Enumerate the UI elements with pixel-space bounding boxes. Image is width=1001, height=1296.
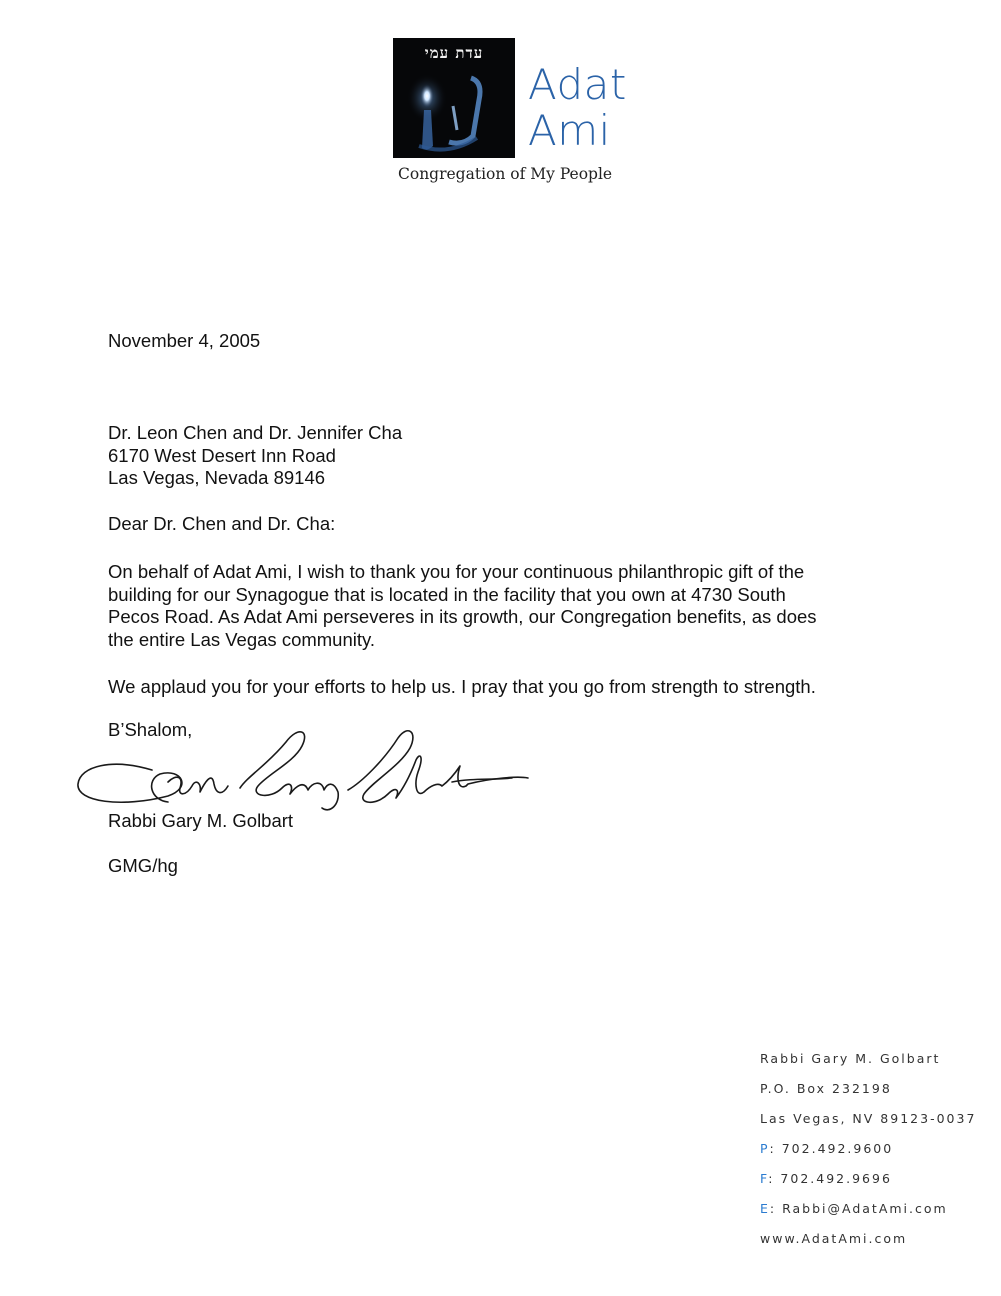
address-line: 6170 West Desert Inn Road [108, 444, 336, 466]
salutation: Dear Dr. Chen and Dr. Cha: [108, 513, 336, 534]
paragraph-line: On behalf of Adat Ami, I wish to thank you for your continuous philanthropic gift of the [108, 561, 805, 582]
brand-name-line-2: Ami [528, 106, 611, 155]
contact-website: www.AdatAmi.com [760, 1231, 908, 1246]
paragraph-line: building for our Synagogue that is located in the facility that you own at 4730 South [108, 583, 786, 605]
hebrew-logo-text: עדת עמי [424, 44, 484, 62]
phone-prefix: P [760, 1141, 770, 1156]
address-line: Dr. Leon Chen and Dr. Jennifer Cha [108, 422, 403, 443]
recipient-address [108, 422, 402, 490]
contact-city: Las Vegas, NV 89123-0037 [760, 1111, 977, 1126]
brand-name-line-1: Adat [528, 60, 627, 109]
contact-phone [760, 1139, 976, 1169]
contact-name: Rabbi Gary M. Golbart [760, 1051, 941, 1066]
contact-block [760, 1049, 976, 1259]
handwritten-signature [72, 724, 532, 819]
body-paragraph-2: We applaud you for your efforts to help us. I pray that you go from strength to strength. [108, 676, 816, 697]
paragraph-line: the entire Las Vegas community. [108, 628, 376, 650]
contact-email [760, 1199, 976, 1229]
contact-fax [760, 1169, 976, 1199]
fax-number: : 702.492.9696 [768, 1171, 892, 1186]
email-prefix: E [760, 1201, 770, 1216]
contact-po-box: P.O. Box 232198 [760, 1081, 892, 1096]
fax-prefix: F [760, 1171, 769, 1186]
phone-number: : 702.492.9600 [769, 1141, 894, 1156]
address-line: Las Vegas, Nevada 89146 [108, 467, 326, 488]
letter-date: November 4, 2005 [108, 330, 261, 351]
logo-mark [393, 38, 515, 158]
tagline: Congregation of My People [398, 165, 613, 183]
typist-initials: GMG/hg [108, 855, 178, 876]
body-paragraph-1 [108, 561, 817, 651]
paragraph-line: Pecos Road. As Adat Ami perseveres in its growth, our Congregation benefits, as does [108, 606, 817, 627]
email-address: : Rabbi@AdatAmi.com [769, 1201, 948, 1216]
signer-name: Rabbi Gary M. Golbart [108, 810, 294, 831]
closing: B’Shalom, [108, 719, 193, 740]
